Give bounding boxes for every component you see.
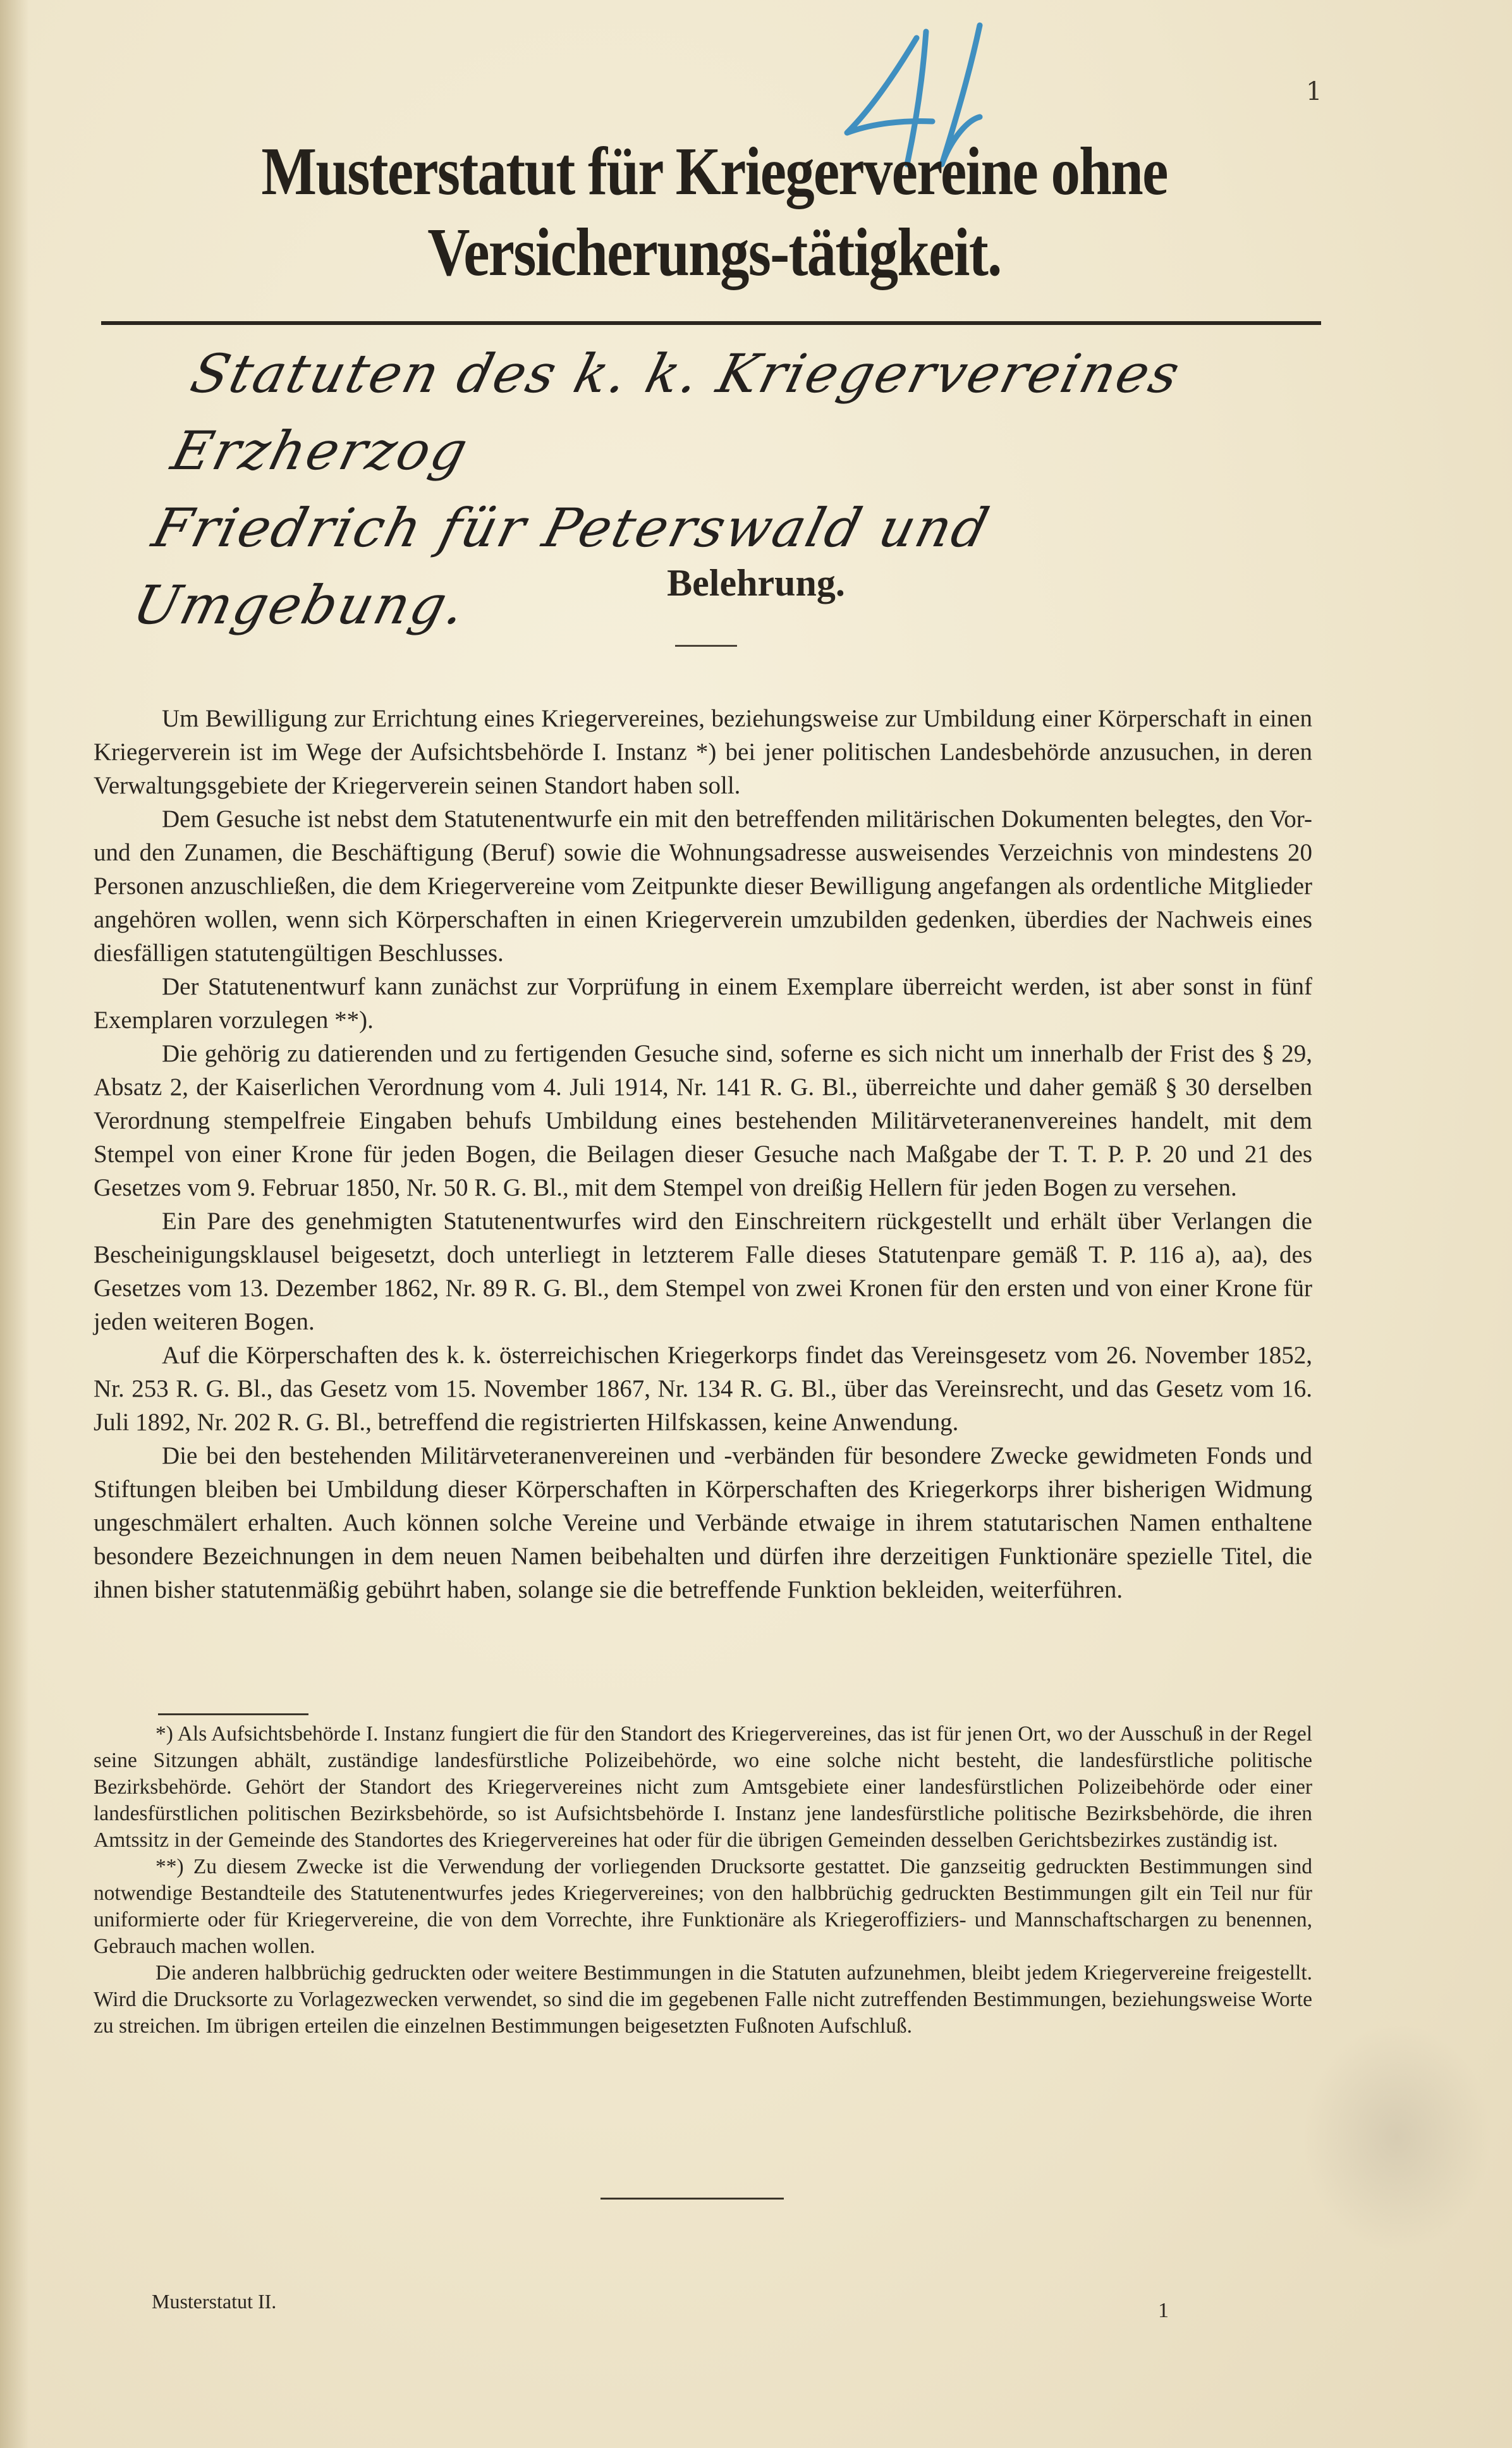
footer-page-number: 1: [1158, 2299, 1169, 2322]
footnote-divider: [158, 1713, 308, 1715]
footnote: *) Als Aufsichtsbehörde I. Instanz fungiert die für den Standort des Kriegervereines, das ist für jenen Ort, wo der Ausschuß in der Regel seine Sitzungen abhält, zuständige landesfürstliche Polizeibehörde, wo eine solche nicht besteht, die landesfürstliche politische Bezirksbehörde. Gehört der Standort des Kriegervereines nicht zum Amtsgebiete einer landesfürstlichen Polizeibehörde oder einer landesfürstlichen politischen Bezirksbehörde, so ist Aufsichtsbehörde I. Instanz jene landesfürstliche politische Bezirksbehörde, die ihren Amtssitz in der Gemeinde des Standortes des Kriegervereines hat oder für die übrigen Gemeinden desselben Gerichtsbezirkes zuständig ist.: [94, 1722, 1312, 1852]
footnote: Die anderen halbbrüchig gedruckten oder weitere Bestimmungen in die Statuten aufzunehmen, bleibt jedem Kriegervereine freigestellt. Wird die Drucksorte zu Vorlagezwecken verwendet, so sind die im gegebenen Falle nicht zutreffenden Bestimmungen, beziehungsweise Worte zu streichen. Im übrigen erteilen die einzelnen Bestimmungen beigesetzten Fußnoten Aufschluß.: [94, 1961, 1312, 2038]
instruction-body: [94, 702, 1312, 1606]
paragraph: Dem Gesuche ist nebst dem Statutenentwurfe ein mit den betreffenden militärischen Dokumenten belegtes, den Vor- und den Zunamen, die Beschäftigung (Beruf) sowie die Wohnungsadresse ausweisendes Verzeichnis von mindestens 20 Personen anzuschließen, die dem Kriegervereine vom Zeitpunkte dieser Bewilligung angefangen als ordentliche Mitglieder angehören wollen, wenn sich Körperschaften in einen Kriegerverein umzubilden gedenken, überdies der Nachweis eines diesfälligen statutengültigen Beschlusses.: [94, 805, 1312, 967]
paragraph: Ein Pare des genehmigten Statutenentwurfes wird den Einschreitern rückgestellt und erhält über Verlangen die Bescheinigungsklausel beigesetzt, doch unterliegt in letzterem Falle dieses Statutenpare gemäß T. P. 116 a), aa), des Gesetzes vom 13. Dezember 1862, Nr. 89 R. G. Bl., dem Stempel von zwei Kronen für den ersten und von einer Krone für jeden weiteren Bogen.: [94, 1208, 1312, 1335]
footnotes: [94, 1721, 1312, 2040]
section-heading: Belehrung.: [667, 562, 845, 604]
paragraph: Um Bewilligung zur Errichtung eines Kriegervereines, beziehungsweise zur Umbildung einer Körperschaft in einen Kriegerverein ist im Wege der Aufsichtsbehörde I. Instanz *) bei jener politischen Landesbehörde anzusuchen, in deren Verwaltungsgebiete der Kriegerverein seinen Standort haben soll.: [94, 705, 1312, 799]
paragraph: Die gehörig zu datierenden und zu fertigenden Gesuche sind, soferne es sich nicht um innerhalb der Frist des § 29, Absatz 2, der Kaiserlichen Verordnung vom 4. Juli 1914, Nr. 141 R. G. Bl., überreichte und daher gemäß § 30 derselben Verordnung stempelfreie Eingaben behufs Umbildung eines bestehenden Militärveteranenvereines handelt, mit dem Stempel von einer Krone für jeden Bogen, die Beilagen dieser Gesuche nach Maßgabe der T. T. P. P. 20 und 21 des Gesetzes vom 9. Februar 1850, Nr. 50 R. G. Bl., mit dem Stempel von dreißig Hellern für jeden Bogen zu versehen.: [94, 1040, 1312, 1201]
top-page-number: 1: [1306, 77, 1322, 106]
fingerprint-smudge: [1302, 2023, 1492, 2251]
title-divider: [101, 321, 1321, 325]
handwritten-line-2: Friedrich für Peterswald und Umgebung.: [127, 497, 997, 636]
document-title: Musterstatut für Kriegervereine ohne Versicherungs-tätigkeit.: [261, 134, 1168, 290]
paragraph: Der Statutenentwurf kann zunächst zur Vorprüfung in einem Exemplare überreicht werden, ist aber sonst in fünf Exemplaren vorzulegen **).: [94, 973, 1312, 1034]
heading-divider: [675, 645, 737, 647]
paragraph: Die bei den bestehenden Militärveteranenvereinen und -verbänden für besondere Zwecke gewidmeten Fonds und Stiftungen bleiben bei Umbildung dieser Körperschaften in Körperschaften des Kriegerkorps ihrer bisherigen Widmung ungeschmälert erhalten. Auch können solche Vereine und Verbände etwaige in ihrem statutarischen Namen enthaltene besondere Bezeichnungen in dem neuen Namen beibehalten und dürfen ihre derzeitigen Funktionäre spezielle Titel, die ihnen bisher statutenmäßig gebührt haben, solange sie die betreffende Funktion bekleiden, weiterführen.: [94, 1442, 1312, 1603]
paper-edge-shadow: [0, 0, 29, 2448]
footer-form-name: Musterstatut II.: [152, 2290, 277, 2313]
handwritten-line-1: Statuten des k. k. Kriegervereines Erzherzog: [166, 343, 1188, 482]
paragraph: Auf die Körperschaften des k. k. österreichischen Kriegerkorps findet das Vereinsgesetz vom 26. November 1852, Nr. 253 R. G. Bl., das Gesetz vom 15. November 1867, Nr. 134 R. G. Bl., über das Vereinsrecht, und das Gesetz vom 16. Juli 1892, Nr. 202 R. G. Bl., betreffend die registrierten Hilfskassen, keine Anwendung.: [94, 1342, 1312, 1436]
footnote: **) Zu diesem Zwecke ist die Verwendung der vorliegenden Drucksorte gestattet. Die ganzseitig gedruckten Bestimmungen sind notwendige Bestandteile des Statutenentwurfes jedes Kriegervereines; von den halbbrüchig gedruckten Bestimmungen gilt ein Teil nur für uniformierte oder für Kriegervereine, die von dem Vorrechte, ihre Funktionäre als Kriegeroffiziers- und Mannschaftschargen zu benennen, Gebrauch machen wollen.: [94, 1855, 1312, 1958]
closing-divider: [601, 2198, 784, 2200]
